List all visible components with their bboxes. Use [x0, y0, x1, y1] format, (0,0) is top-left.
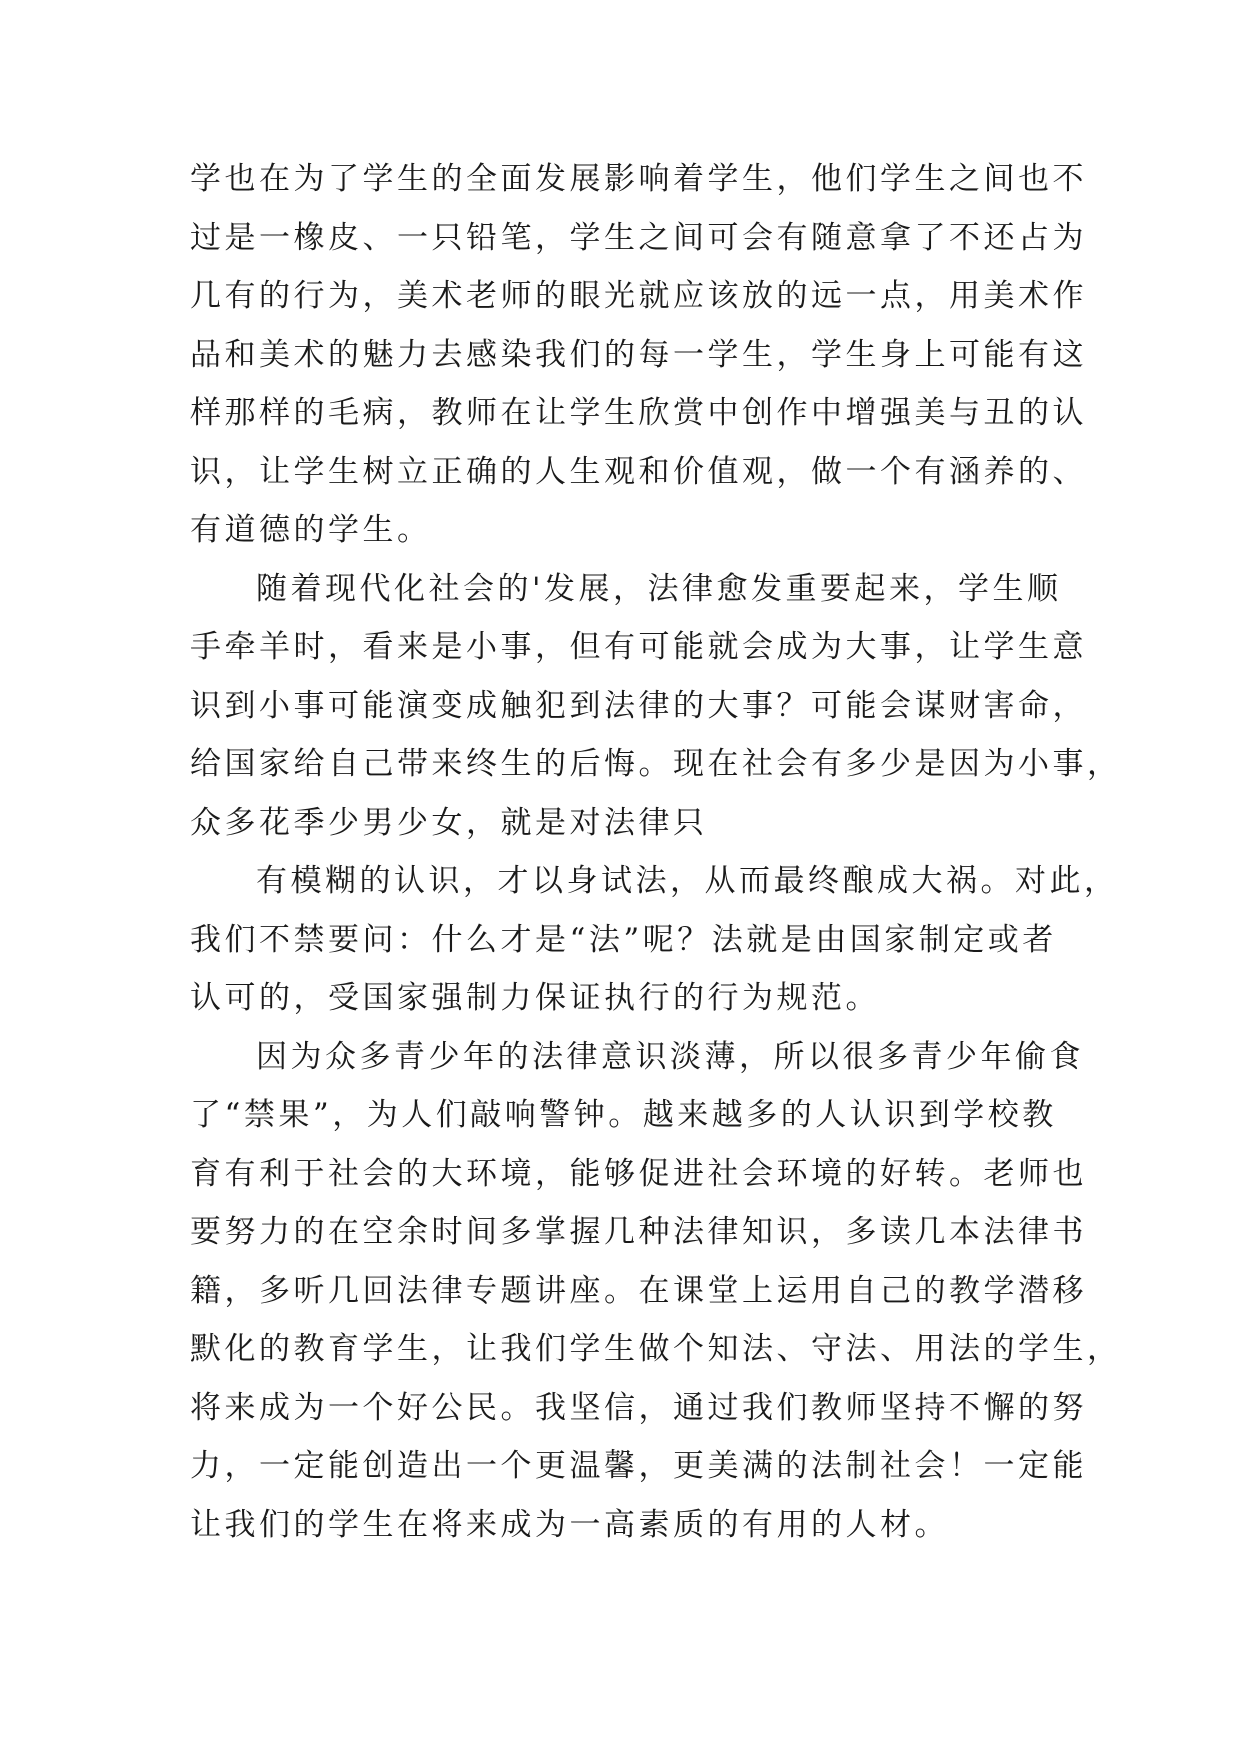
text-line: 我们不禁要问：什么才是“法”呢？法就是由国家制定或者	[190, 921, 1057, 958]
paragraph-4	[190, 1028, 1122, 1555]
paragraph-1	[190, 150, 1090, 560]
text-line: 籍，多听几回法律专题讲座。在课堂上运用自己的教学潜移	[190, 1272, 1087, 1309]
text-line: 认可的，受国家强制力保证执行的行为规范。	[190, 980, 880, 1016]
text-line: 默化的教育学生，让我们学生做个知法、守法、用法的学生，	[190, 1331, 1122, 1367]
text-line: 有模糊的认识，才以身试法，从而最终酿成大祸。对此，	[256, 863, 1119, 899]
text-line: 众多花季少男少女，就是对法律只	[190, 804, 708, 841]
document-body	[190, 150, 1122, 1554]
text-line: 有道德的学生。	[190, 512, 432, 548]
text-line: 几有的行为，美术老师的眼光就应该放的远一点，用美术作	[190, 278, 1087, 314]
text-line: 样那样的毛病，教师在让学生欣赏中创作中增强美与丑的认	[190, 395, 1087, 431]
text-line: 手牵羊时，看来是小事，但有可能就会成为大事，让学生意	[190, 629, 1087, 665]
text-line: 过是一橡皮、一只铅笔，学生之间可会有随意拿了不还占为	[190, 219, 1087, 256]
text-line: 要努力的在空余时间多掌握几种法律知识，多读几本法律书	[190, 1214, 1087, 1250]
text-line: 育有利于社会的大环境，能够促进社会环境的好转。老师也	[190, 1155, 1087, 1192]
text-line: 因为众多青少年的法律意识淡薄，所以很多青少年偷食	[256, 1038, 1084, 1075]
text-line: 给国家给自己带来终生的后悔。现在社会有多少是因为小事，	[190, 746, 1122, 782]
text-line: 识，让学生树立正确的人生观和价值观，做一个有涵养的、	[190, 453, 1087, 490]
paragraph-2	[190, 560, 1122, 853]
text-line: 让我们的学生在将来成为一高素质的有用的人材。	[190, 1506, 949, 1543]
paragraph-3	[190, 852, 1119, 1028]
text-line: 随着现代化社会的'发展，法律愈发重要起来，学生顺	[256, 570, 1062, 607]
text-line: 将来成为一个好公民。我坚信，通过我们教师坚持不懈的努	[190, 1389, 1087, 1426]
text-line: 品和美术的魅力去感染我们的每一学生，学生身上可能有这	[190, 336, 1087, 373]
text-line: 了“禁果”，为人们敲响警钟。越来越多的人认识到学校教	[190, 1097, 1057, 1133]
text-line: 学也在为了学生的全面发展影响着学生，他们学生之间也不	[190, 161, 1087, 197]
text-line: 识到小事可能演变成触犯到法律的大事？可能会谋财害命，	[190, 687, 1087, 724]
text-line: 力，一定能创造出一个更温馨，更美满的法制社会！一定能	[190, 1448, 1087, 1484]
